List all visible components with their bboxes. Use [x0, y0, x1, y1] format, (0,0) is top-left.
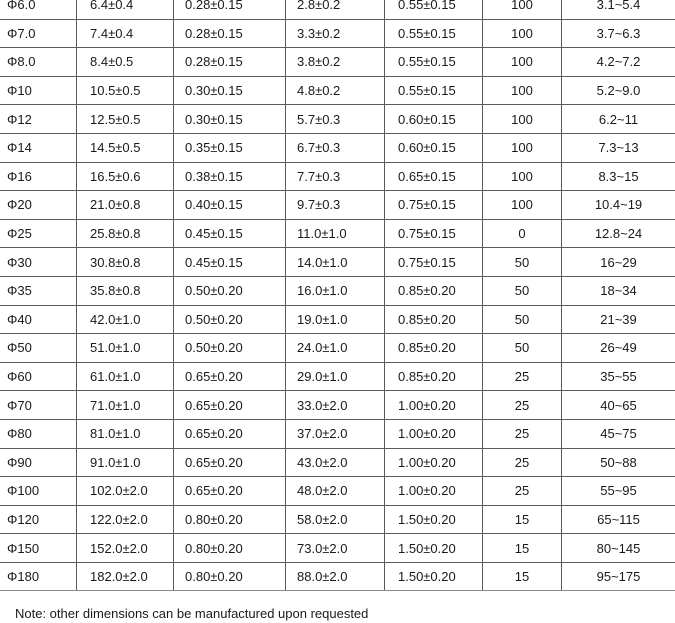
range-cell: 10.4~19 — [562, 191, 675, 220]
wall-cell: 0.30±0.15 — [174, 76, 286, 105]
table-row — [0, 419, 675, 448]
id-cell: 16.0±1.0 — [286, 276, 385, 305]
range-cell: 45~75 — [562, 419, 675, 448]
size-cell: Φ150 — [0, 534, 77, 563]
qty-cell: 15 — [483, 562, 562, 591]
range-cell: 8.3~15 — [562, 162, 675, 191]
table-row — [0, 334, 675, 363]
range-cell: 21~39 — [562, 305, 675, 334]
qty-cell: 100 — [483, 48, 562, 77]
qty-cell: 100 — [483, 105, 562, 134]
qty-cell: 50 — [483, 248, 562, 277]
thickness-cell: 0.85±0.20 — [385, 276, 483, 305]
qty-cell: 25 — [483, 391, 562, 420]
size-cell: Φ12 — [0, 105, 77, 134]
range-cell: 35~55 — [562, 362, 675, 391]
size-cell: Φ120 — [0, 505, 77, 534]
qty-cell: 0 — [483, 219, 562, 248]
qty-cell: 100 — [483, 191, 562, 220]
range-cell: 80~145 — [562, 534, 675, 563]
id-cell: 3.8±0.2 — [286, 48, 385, 77]
table-row — [0, 448, 675, 477]
thickness-cell: 1.00±0.20 — [385, 477, 483, 506]
wall-cell: 0.40±0.15 — [174, 191, 286, 220]
id-cell: 3.3±0.2 — [286, 19, 385, 48]
id-cell: 33.0±2.0 — [286, 391, 385, 420]
od-cell: 21.0±0.8 — [77, 191, 174, 220]
qty-cell: 25 — [483, 362, 562, 391]
wall-cell: 0.28±0.15 — [174, 0, 286, 19]
table-row — [0, 505, 675, 534]
id-cell: 4.8±0.2 — [286, 76, 385, 105]
od-cell: 8.4±0.5 — [77, 48, 174, 77]
range-cell: 7.3~13 — [562, 133, 675, 162]
thickness-cell: 0.85±0.20 — [385, 305, 483, 334]
size-cell: Φ25 — [0, 219, 77, 248]
wall-cell: 0.65±0.20 — [174, 477, 286, 506]
thickness-cell: 0.60±0.15 — [385, 105, 483, 134]
od-cell: 35.8±0.8 — [77, 276, 174, 305]
thickness-cell: 0.85±0.20 — [385, 362, 483, 391]
size-cell: Φ6.0 — [0, 0, 77, 19]
table-row — [0, 19, 675, 48]
footnote: Note: other dimensions can be manufactured upon requested — [15, 606, 369, 621]
table-row — [0, 191, 675, 220]
table-row — [0, 0, 675, 19]
thickness-cell: 1.50±0.20 — [385, 505, 483, 534]
wall-cell: 0.28±0.15 — [174, 19, 286, 48]
wall-cell: 0.35±0.15 — [174, 133, 286, 162]
qty-cell: 50 — [483, 305, 562, 334]
range-cell: 6.2~11 — [562, 105, 675, 134]
size-cell: Φ80 — [0, 419, 77, 448]
qty-cell: 25 — [483, 448, 562, 477]
range-cell: 40~65 — [562, 391, 675, 420]
table-row — [0, 534, 675, 563]
od-cell: 25.8±0.8 — [77, 219, 174, 248]
wall-cell: 0.50±0.20 — [174, 305, 286, 334]
od-cell: 7.4±0.4 — [77, 19, 174, 48]
od-cell: 61.0±1.0 — [77, 362, 174, 391]
range-cell: 55~95 — [562, 477, 675, 506]
thickness-cell: 0.55±0.15 — [385, 19, 483, 48]
thickness-cell: 1.50±0.20 — [385, 534, 483, 563]
id-cell: 73.0±2.0 — [286, 534, 385, 563]
qty-cell: 100 — [483, 19, 562, 48]
table-row — [0, 76, 675, 105]
id-cell: 11.0±1.0 — [286, 219, 385, 248]
qty-cell: 100 — [483, 162, 562, 191]
qty-cell: 100 — [483, 133, 562, 162]
wall-cell: 0.80±0.20 — [174, 534, 286, 563]
od-cell: 182.0±2.0 — [77, 562, 174, 591]
range-cell: 3.1~5.4 — [562, 0, 675, 19]
id-cell: 24.0±1.0 — [286, 334, 385, 363]
wall-cell: 0.80±0.20 — [174, 505, 286, 534]
wall-cell: 0.50±0.20 — [174, 276, 286, 305]
od-cell: 6.4±0.4 — [77, 0, 174, 19]
table-row — [0, 105, 675, 134]
wall-cell: 0.45±0.15 — [174, 219, 286, 248]
size-cell: Φ90 — [0, 448, 77, 477]
table-row — [0, 477, 675, 506]
od-cell: 12.5±0.5 — [77, 105, 174, 134]
thickness-cell: 0.75±0.15 — [385, 191, 483, 220]
size-cell: Φ100 — [0, 477, 77, 506]
thickness-cell: 0.55±0.15 — [385, 76, 483, 105]
table-row — [0, 133, 675, 162]
od-cell: 152.0±2.0 — [77, 534, 174, 563]
size-cell: Φ30 — [0, 248, 77, 277]
wall-cell: 0.65±0.20 — [174, 362, 286, 391]
table-row — [0, 391, 675, 420]
thickness-cell: 0.85±0.20 — [385, 334, 483, 363]
thickness-cell: 1.50±0.20 — [385, 562, 483, 591]
od-cell: 102.0±2.0 — [77, 477, 174, 506]
od-cell: 91.0±1.0 — [77, 448, 174, 477]
range-cell: 5.2~9.0 — [562, 76, 675, 105]
table-row — [0, 248, 675, 277]
id-cell: 5.7±0.3 — [286, 105, 385, 134]
thickness-cell: 1.00±0.20 — [385, 419, 483, 448]
size-cell: Φ60 — [0, 362, 77, 391]
range-cell: 65~115 — [562, 505, 675, 534]
qty-cell: 25 — [483, 477, 562, 506]
size-cell: Φ40 — [0, 305, 77, 334]
table-row — [0, 162, 675, 191]
table-row — [0, 305, 675, 334]
size-cell: Φ50 — [0, 334, 77, 363]
size-cell: Φ14 — [0, 133, 77, 162]
qty-cell: 50 — [483, 276, 562, 305]
table-row — [0, 362, 675, 391]
thickness-cell: 0.65±0.15 — [385, 162, 483, 191]
table-row — [0, 219, 675, 248]
id-cell: 9.7±0.3 — [286, 191, 385, 220]
od-cell: 16.5±0.6 — [77, 162, 174, 191]
size-cell: Φ10 — [0, 76, 77, 105]
id-cell: 14.0±1.0 — [286, 248, 385, 277]
od-cell: 51.0±1.0 — [77, 334, 174, 363]
wall-cell: 0.38±0.15 — [174, 162, 286, 191]
size-cell: Φ8.0 — [0, 48, 77, 77]
wall-cell: 0.30±0.15 — [174, 105, 286, 134]
qty-cell: 50 — [483, 334, 562, 363]
od-cell: 81.0±1.0 — [77, 419, 174, 448]
range-cell: 95~175 — [562, 562, 675, 591]
range-cell: 4.2~7.2 — [562, 48, 675, 77]
qty-cell: 100 — [483, 0, 562, 19]
size-cell: Φ7.0 — [0, 19, 77, 48]
id-cell: 29.0±1.0 — [286, 362, 385, 391]
id-cell: 58.0±2.0 — [286, 505, 385, 534]
size-cell: Φ20 — [0, 191, 77, 220]
od-cell: 14.5±0.5 — [77, 133, 174, 162]
thickness-cell: 0.75±0.15 — [385, 248, 483, 277]
table-row — [0, 562, 675, 591]
thickness-cell: 1.00±0.20 — [385, 391, 483, 420]
od-cell: 42.0±1.0 — [77, 305, 174, 334]
od-cell: 10.5±0.5 — [77, 76, 174, 105]
id-cell: 43.0±2.0 — [286, 448, 385, 477]
wall-cell: 0.65±0.20 — [174, 448, 286, 477]
wall-cell: 0.45±0.15 — [174, 248, 286, 277]
range-cell: 26~49 — [562, 334, 675, 363]
qty-cell: 15 — [483, 505, 562, 534]
thickness-cell: 0.55±0.15 — [385, 0, 483, 19]
wall-cell: 0.65±0.20 — [174, 419, 286, 448]
range-cell: 18~34 — [562, 276, 675, 305]
id-cell: 6.7±0.3 — [286, 133, 385, 162]
id-cell: 37.0±2.0 — [286, 419, 385, 448]
id-cell: 88.0±2.0 — [286, 562, 385, 591]
size-cell: Φ16 — [0, 162, 77, 191]
thickness-cell: 0.55±0.15 — [385, 48, 483, 77]
range-cell: 3.7~6.3 — [562, 19, 675, 48]
thickness-cell: 0.75±0.15 — [385, 219, 483, 248]
size-cell: Φ70 — [0, 391, 77, 420]
id-cell: 2.8±0.2 — [286, 0, 385, 19]
od-cell: 71.0±1.0 — [77, 391, 174, 420]
qty-cell: 25 — [483, 419, 562, 448]
range-cell: 16~29 — [562, 248, 675, 277]
qty-cell: 15 — [483, 534, 562, 563]
wall-cell: 0.28±0.15 — [174, 48, 286, 77]
od-cell: 30.8±0.8 — [77, 248, 174, 277]
table-row — [0, 48, 675, 77]
range-cell: 50~88 — [562, 448, 675, 477]
id-cell: 7.7±0.3 — [286, 162, 385, 191]
size-cell: Φ180 — [0, 562, 77, 591]
wall-cell: 0.65±0.20 — [174, 391, 286, 420]
range-cell: 12.8~24 — [562, 219, 675, 248]
wall-cell: 0.50±0.20 — [174, 334, 286, 363]
thickness-cell: 1.00±0.20 — [385, 448, 483, 477]
size-cell: Φ35 — [0, 276, 77, 305]
id-cell: 19.0±1.0 — [286, 305, 385, 334]
od-cell: 122.0±2.0 — [77, 505, 174, 534]
qty-cell: 100 — [483, 76, 562, 105]
id-cell: 48.0±2.0 — [286, 477, 385, 506]
thickness-cell: 0.60±0.15 — [385, 133, 483, 162]
table-row — [0, 276, 675, 305]
wall-cell: 0.80±0.20 — [174, 562, 286, 591]
